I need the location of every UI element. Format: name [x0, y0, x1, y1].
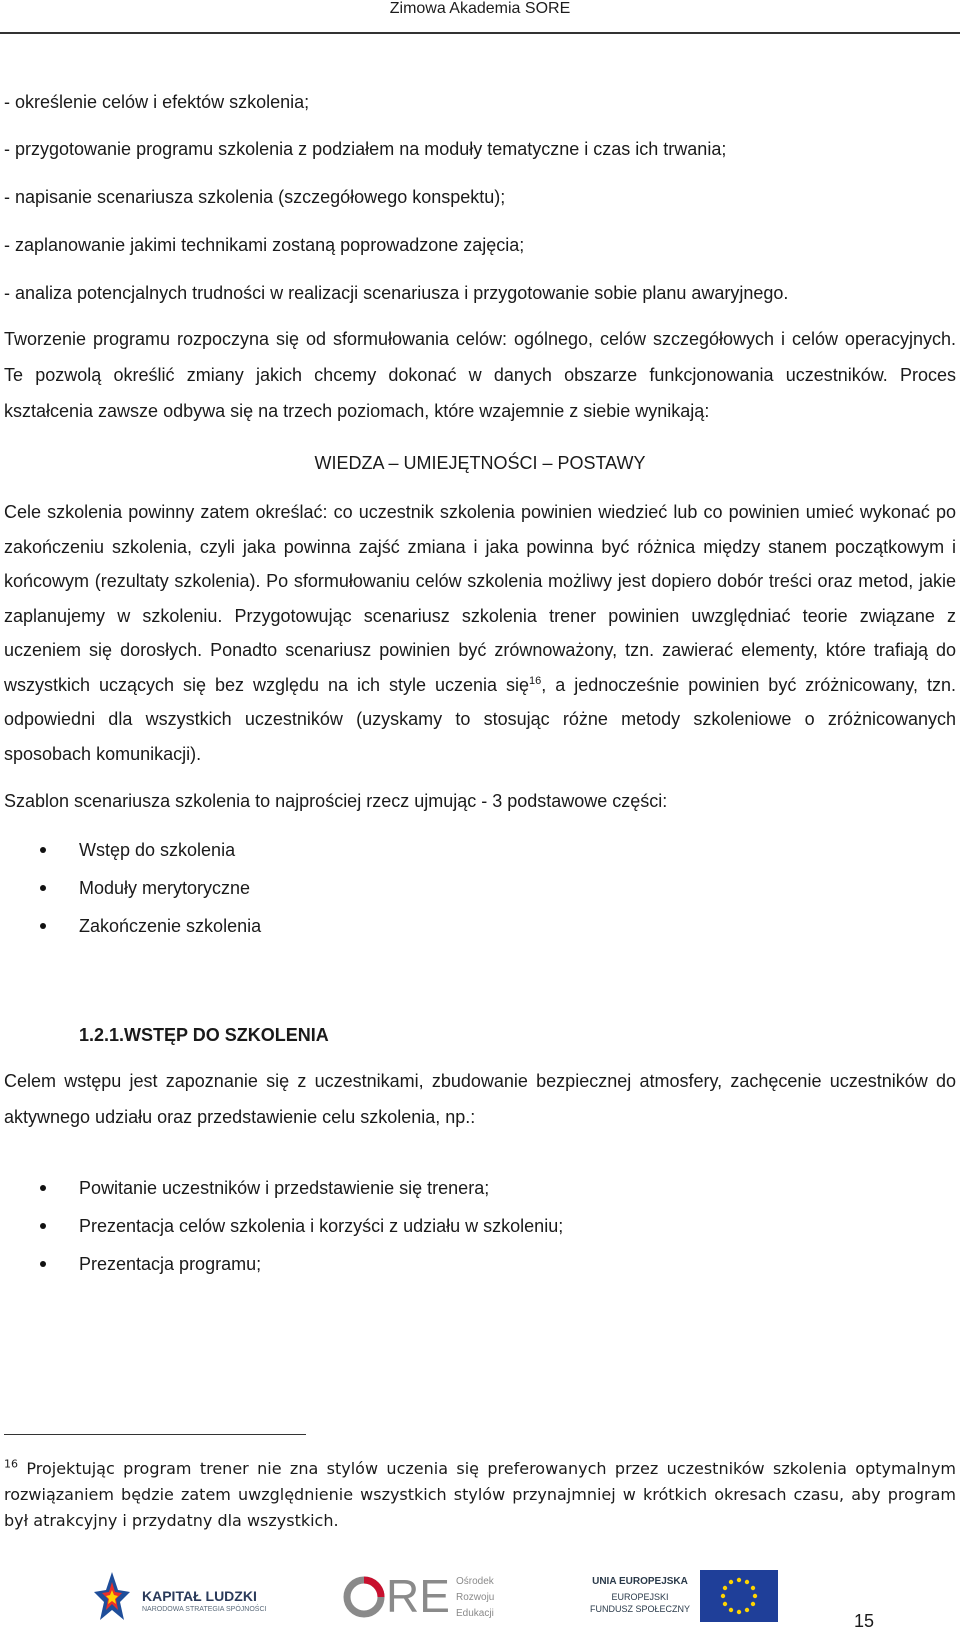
paragraph-program: Tworzenie programu rozpoczyna się od sformułowania celów: ogólnego, celów szczegółowych i celów operacyjnych. Te pozwolą określić zmiany jakich chcemy dokonać w danych obszarze funkcjonowania uczestników. Proces kształcenia zawsze odbywa się na trzech poziomach, które wzajemnie z siebie wynikają:: [4, 329, 956, 421]
ore-line3: Edukacji: [456, 1608, 494, 1619]
eu-flag-icon: [700, 1570, 778, 1622]
header-title: Zimowa Akademia SORE: [389, 0, 571, 17]
dash-item: - analiza potencjalnych trudności w realizacji scenariusza i przygotowanie sobie planu awaryjnego.: [4, 283, 789, 303]
list-item: [4, 907, 956, 945]
kapital-ludzki-star-icon: [92, 1568, 132, 1628]
page-header: [0, 0, 960, 34]
dash-item: - przygotowanie programu szkolenia z podziałem na moduły tematyczne i czas ich trwania;: [4, 139, 727, 159]
footnote-divider: [4, 1434, 306, 1435]
list-item: [4, 1207, 956, 1245]
list-item-label: Moduły merytoryczne: [79, 878, 251, 898]
page-footer: [0, 1560, 960, 1634]
dash-list: [4, 84, 956, 311]
template-intro: Szablon scenariusza szkolenia to najprościej rzecz ujmując - 3 podstawowe części:: [4, 791, 668, 811]
bullet-icon: [40, 1261, 46, 1267]
footnote-text: Projektując program trener nie zna stylów uczenia się preferowanych przez uczestników szkolenia optymalnym rozwiązaniem będzie zatem uwzględnienie wszystkich stylów przynajmniej w krótkich okresach czasu, aby program był atrakcyjny i przydatny dla wszystkich.: [4, 1459, 956, 1530]
footnote: [4, 1456, 956, 1534]
section-paragraph: Celem wstępu jest zapoznanie się z uczestnikami, zbudowanie bezpiecznej atmosfery, zachęcenie uczestników do aktywnego udziału oraz przedstawienie celu szkolenia, np.:: [4, 1071, 956, 1127]
dash-item: - zaplanowanie jakimi technikami zostaną poprowadzone zajęcia;: [4, 235, 525, 255]
ore-re-letters: RE: [386, 1570, 450, 1622]
ore-line1: Ośrodek: [456, 1576, 494, 1587]
eu-fund-line1: EUROPEJSKI: [611, 1592, 669, 1602]
page-number: 15: [853, 1611, 874, 1631]
centered-levels: WIEDZA – UMIEJĘTNOŚCI – POSTAWY: [314, 453, 646, 473]
bullet-icon: [40, 885, 46, 891]
section-list: [4, 1169, 956, 1283]
list-item: [4, 869, 956, 907]
list-item-label: Zakończenie szkolenia: [79, 916, 262, 936]
kapital-ludzki-logo: [92, 1568, 292, 1626]
ore-logo: [342, 1570, 522, 1630]
kl-subtitle: NARODOWA STRATEGIA SPÓJNOŚCI: [142, 1606, 267, 1613]
paragraph-goals: [4, 495, 956, 771]
ore-line2: Rozwoju: [456, 1592, 495, 1603]
section-heading: 1.2.1.WSTĘP DO SZKOLENIA: [79, 1025, 329, 1045]
footnote-reference[interactable]: 16: [529, 674, 542, 687]
paragraph-goals-text-a: Cele szkolenia powinny zatem określać: co uczestnik szkolenia powinien wiedzieć lub co powinien umieć wykonać po zakończeniu szkolenia, czyli jaka powinna zajść zmiana i jaka powinna być różnica między stanem początkowym i końcowym (rezultaty szkolenia). Po sformułowaniu celów szkolenia możliwy jest dopiero dobór treści oraz metod, jakie zaplanujemy w szkoleniu. Przygotowując scenariusz szkolenia trener powinien uwzględniać teorie związane z uczeniem się dorosłych. Ponadto scenariusz powinien być zrównoważony, tzn. zawierać elementy, które trafiają do wszystkich uczących się bez względu na ich style uczenia się: [4, 502, 956, 695]
eu-logo: [584, 1570, 794, 1626]
bullet-icon: [40, 847, 46, 853]
eu-fund-line2: FUNDUSZ SPOŁECZNY: [589, 1604, 690, 1614]
dash-item: - napisanie scenariusza szkolenia (szczegółowego konspektu);: [4, 187, 506, 207]
list-item-label: Prezentacja programu;: [79, 1254, 262, 1274]
main-content: [4, 84, 956, 1283]
list-item-label: Powitanie uczestników i przedstawienie się trenera;: [79, 1178, 490, 1198]
list-item: [4, 1245, 956, 1283]
template-list: [4, 831, 956, 945]
list-item-label: Prezentacja celów szkolenia i korzyści z udziału w szkoleniu;: [79, 1216, 564, 1236]
bullet-icon: [40, 1185, 46, 1191]
kl-title: KAPITAŁ LUDZKI: [142, 1588, 257, 1604]
eu-title: UNIA EUROPEJSKA: [592, 1576, 688, 1587]
list-item: [4, 831, 956, 869]
dash-item: - określenie celów i efektów szkolenia;: [4, 92, 310, 112]
list-item: [4, 1169, 956, 1207]
paragraph-goals-text-b: , a jednocześnie powinien być zróżnicowany, tzn. odpowiedni dla wszystkich uczestników (uzyskamy to stosując różne metody szkoleniowe o zróżnicowanych sposobach komunikacji).: [4, 674, 956, 764]
bullet-icon: [40, 1223, 46, 1229]
bullet-icon: [40, 923, 46, 929]
footnote-number: 16: [4, 1457, 18, 1471]
list-item-label: Wstęp do szkolenia: [79, 840, 236, 860]
